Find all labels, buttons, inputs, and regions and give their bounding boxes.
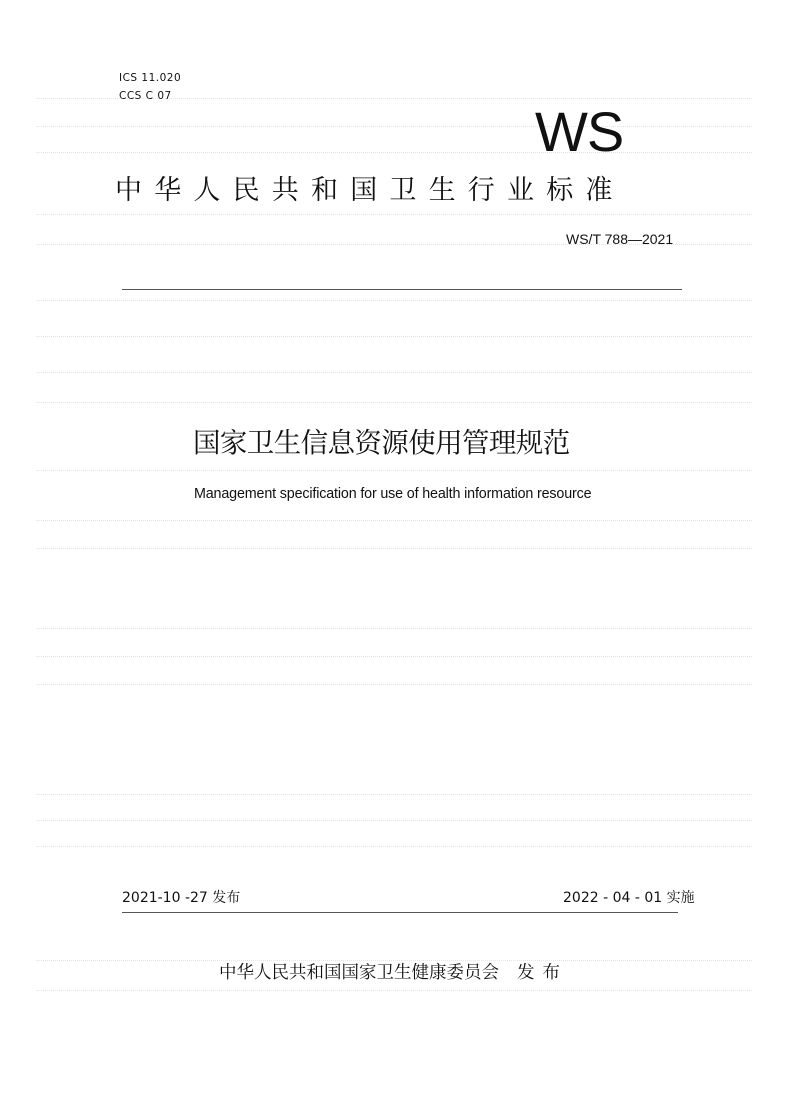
background-line bbox=[36, 336, 752, 337]
background-line bbox=[36, 990, 752, 991]
background-line bbox=[36, 794, 752, 795]
standard-category-title: 中华人民共和国卫生行业标准 bbox=[115, 175, 625, 206]
publish-action: 发布 bbox=[517, 963, 568, 983]
implementation-date: 2022 - 04 - 01 实施 bbox=[563, 890, 695, 906]
background-line bbox=[36, 372, 752, 373]
issue-date: 2021-10 -27 发布 bbox=[122, 890, 241, 906]
header-divider bbox=[122, 289, 682, 290]
document-title-en: Management specification for use of health information resource bbox=[194, 486, 592, 502]
background-line bbox=[36, 126, 752, 127]
background-line bbox=[36, 684, 752, 685]
publisher-name: 中华人民共和国国家卫生健康委员会 bbox=[219, 963, 499, 983]
background-line bbox=[36, 214, 752, 215]
ws-logo: WS bbox=[535, 100, 624, 163]
background-line bbox=[36, 300, 752, 301]
background-line bbox=[36, 628, 752, 629]
background-line bbox=[36, 470, 752, 471]
background-line bbox=[36, 548, 752, 549]
ics-code: ICS 11.020 bbox=[119, 72, 182, 84]
background-line bbox=[36, 152, 752, 153]
footer-divider bbox=[122, 912, 678, 913]
background-line bbox=[36, 656, 752, 657]
background-line bbox=[36, 820, 752, 821]
standard-number: WS/T 788—2021 bbox=[566, 231, 674, 247]
background-line bbox=[36, 520, 752, 521]
publisher-line bbox=[219, 959, 568, 984]
document-title-cn: 国家卫生信息资源使用管理规范 bbox=[193, 427, 570, 459]
background-line bbox=[36, 402, 752, 403]
background-line bbox=[36, 846, 752, 847]
ccs-code: CCS C 07 bbox=[119, 90, 172, 102]
